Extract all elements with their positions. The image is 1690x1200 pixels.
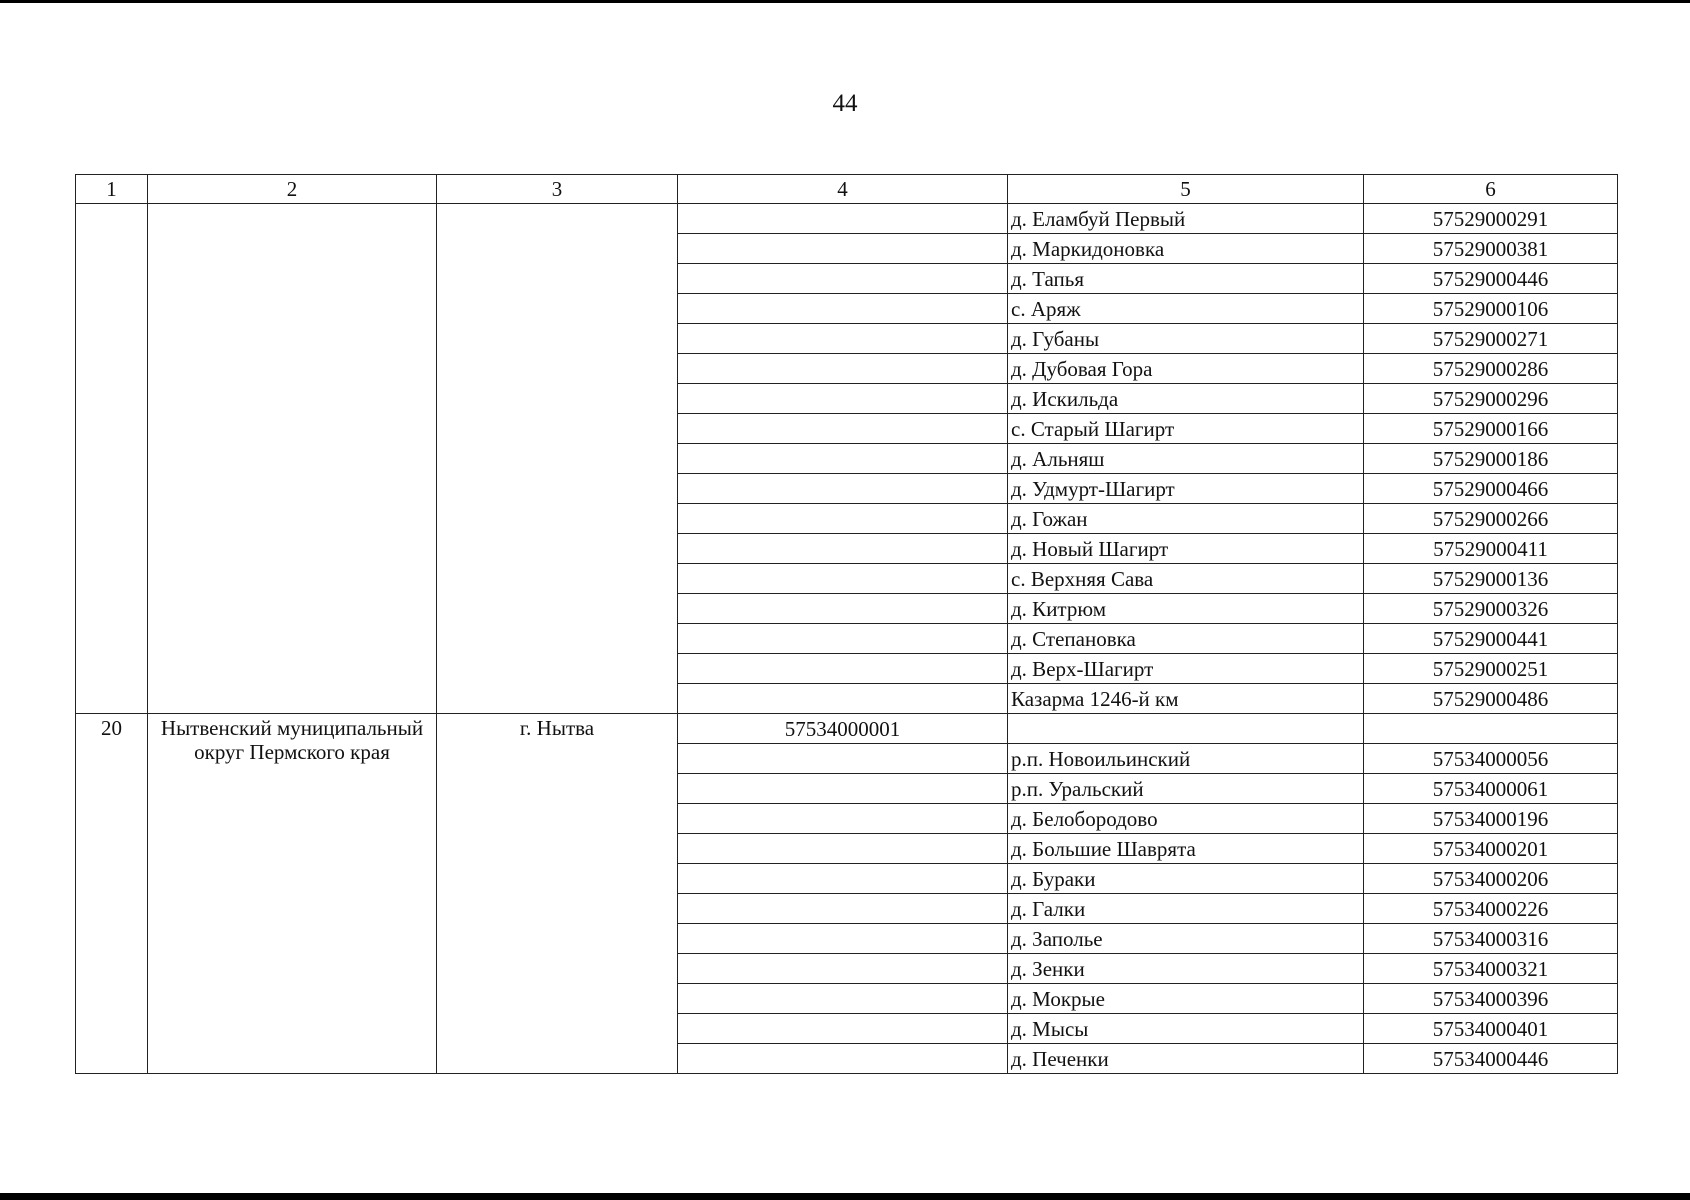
settlement-code-cell: 57534000061 xyxy=(1364,774,1618,804)
settlement-code-cell: 57529000411 xyxy=(1364,534,1618,564)
settlement-code-cell: 57529000106 xyxy=(1364,294,1618,324)
settlement-cell: р.п. Новоильинский xyxy=(1008,744,1364,774)
table-row xyxy=(76,204,1618,234)
settlement-cell: д. Китрюм xyxy=(1008,594,1364,624)
group-a-center-cell xyxy=(437,204,678,714)
settlement-cell: р.п. Уральский xyxy=(1008,774,1364,804)
settlement-code-cell: 57529000136 xyxy=(1364,564,1618,594)
settlement-code-cell: 57529000326 xyxy=(1364,594,1618,624)
settlement-cell: д. Искильда xyxy=(1008,384,1364,414)
code-col4-cell xyxy=(678,564,1008,594)
code-col4-cell xyxy=(678,864,1008,894)
settlement-code-cell: 57534000206 xyxy=(1364,864,1618,894)
code-col4-cell xyxy=(678,204,1008,234)
settlement-code-cell: 57534000196 xyxy=(1364,804,1618,834)
settlement-code-cell: 57529000446 xyxy=(1364,264,1618,294)
code-col4-cell xyxy=(678,354,1008,384)
settlement-code-cell: 57529000251 xyxy=(1364,654,1618,684)
code-col4-cell xyxy=(678,744,1008,774)
column-header-6: 6 xyxy=(1364,175,1618,204)
settlement-cell: д. Мысы xyxy=(1008,1014,1364,1044)
settlement-code-cell: 57534000316 xyxy=(1364,924,1618,954)
settlement-code-cell: 57529000271 xyxy=(1364,324,1618,354)
row-number-cell: 20 xyxy=(76,714,148,1074)
settlement-cell: д. Белобородово xyxy=(1008,804,1364,834)
column-header-3: 3 xyxy=(437,175,678,204)
code-col4-cell xyxy=(678,294,1008,324)
settlement-code-cell: 57534000226 xyxy=(1364,894,1618,924)
settlement-cell: д. Степановка xyxy=(1008,624,1364,654)
code-col4-cell xyxy=(678,894,1008,924)
settlement-cell: д. Большие Шаврята xyxy=(1008,834,1364,864)
settlement-code-cell: 57534000446 xyxy=(1364,1044,1618,1074)
code-col4-cell xyxy=(678,264,1008,294)
settlement-code-cell: 57529000486 xyxy=(1364,684,1618,714)
settlement-cell: д. Дубовая Гора xyxy=(1008,354,1364,384)
column-header-4: 4 xyxy=(678,175,1008,204)
settlement-code-cell xyxy=(1364,714,1618,744)
settlement-code-cell: 57529000466 xyxy=(1364,474,1618,504)
group-a-municipality-cell xyxy=(148,204,437,714)
settlement-cell: с. Аряж xyxy=(1008,294,1364,324)
table-row xyxy=(76,714,1618,744)
settlement-code-cell: 57529000166 xyxy=(1364,414,1618,444)
code-col4-cell xyxy=(678,624,1008,654)
settlement-cell: д. Верх-Шагирт xyxy=(1008,654,1364,684)
settlement-cell: с. Старый Шагирт xyxy=(1008,414,1364,444)
table-body xyxy=(76,175,1618,1074)
settlement-code-cell: 57529000441 xyxy=(1364,624,1618,654)
scan-bottom-edge xyxy=(0,1193,1690,1200)
code-col4-cell xyxy=(678,834,1008,864)
header-row xyxy=(76,175,1618,204)
code-col4-cell xyxy=(678,1014,1008,1044)
code-col4-cell xyxy=(678,594,1008,624)
settlement-code-cell: 57529000286 xyxy=(1364,354,1618,384)
code-col4-cell xyxy=(678,384,1008,414)
code-col4-cell xyxy=(678,654,1008,684)
settlement-cell: с. Верхняя Сава xyxy=(1008,564,1364,594)
admin-center-code-cell: 57534000001 xyxy=(678,714,1008,744)
code-col4-cell xyxy=(678,444,1008,474)
settlement-code-cell: 57529000381 xyxy=(1364,234,1618,264)
scan-top-edge xyxy=(0,0,1690,3)
column-header-2: 2 xyxy=(148,175,437,204)
admin-center-cell: г. Нытва xyxy=(437,714,678,1074)
code-col4-cell xyxy=(678,414,1008,444)
group-a-number-cell xyxy=(76,204,148,714)
settlement-code-cell: 57534000396 xyxy=(1364,984,1618,1014)
settlement-code-cell: 57529000186 xyxy=(1364,444,1618,474)
settlement-code-cell: 57529000296 xyxy=(1364,384,1618,414)
settlement-cell: д. Бураки xyxy=(1008,864,1364,894)
settlement-cell: д. Губаны xyxy=(1008,324,1364,354)
code-col4-cell xyxy=(678,984,1008,1014)
code-col4-cell xyxy=(678,804,1008,834)
settlement-cell: д. Тапья xyxy=(1008,264,1364,294)
settlement-cell: д. Гожан xyxy=(1008,504,1364,534)
settlement-cell: д. Печенки xyxy=(1008,1044,1364,1074)
settlement-cell xyxy=(1008,714,1364,744)
settlement-cell: д. Маркидоновка xyxy=(1008,234,1364,264)
settlement-cell: д. Альняш xyxy=(1008,444,1364,474)
settlement-code-cell: 57529000291 xyxy=(1364,204,1618,234)
code-col4-cell xyxy=(678,954,1008,984)
settlements-table xyxy=(75,174,1618,1074)
code-col4-cell xyxy=(678,504,1008,534)
code-col4-cell xyxy=(678,534,1008,564)
code-col4-cell xyxy=(678,684,1008,714)
settlement-code-cell: 57534000201 xyxy=(1364,834,1618,864)
settlement-cell: д. Мокрые xyxy=(1008,984,1364,1014)
settlement-cell: д. Еламбуй Первый xyxy=(1008,204,1364,234)
municipality-name-cell: Нытвенский муниципальный округ Пермского края xyxy=(148,714,437,1074)
settlement-code-cell: 57534000056 xyxy=(1364,744,1618,774)
code-col4-cell xyxy=(678,474,1008,504)
code-col4-cell xyxy=(678,234,1008,264)
column-header-5: 5 xyxy=(1008,175,1364,204)
code-col4-cell xyxy=(678,774,1008,804)
settlement-code-cell: 57534000401 xyxy=(1364,1014,1618,1044)
settlement-cell: д. Галки xyxy=(1008,894,1364,924)
settlement-code-cell: 57534000321 xyxy=(1364,954,1618,984)
code-col4-cell xyxy=(678,1044,1008,1074)
code-col4-cell xyxy=(678,924,1008,954)
settlement-cell: д. Новый Шагирт xyxy=(1008,534,1364,564)
page-number: 44 xyxy=(832,90,858,117)
settlement-cell: д. Зенки xyxy=(1008,954,1364,984)
settlement-cell: д. Удмурт-Шагирт xyxy=(1008,474,1364,504)
settlement-code-cell: 57529000266 xyxy=(1364,504,1618,534)
settlements-table-wrapper xyxy=(75,174,1618,1074)
column-header-1: 1 xyxy=(76,175,148,204)
settlement-cell: Казарма 1246-й км xyxy=(1008,684,1364,714)
settlement-cell: д. Заполье xyxy=(1008,924,1364,954)
code-col4-cell xyxy=(678,324,1008,354)
